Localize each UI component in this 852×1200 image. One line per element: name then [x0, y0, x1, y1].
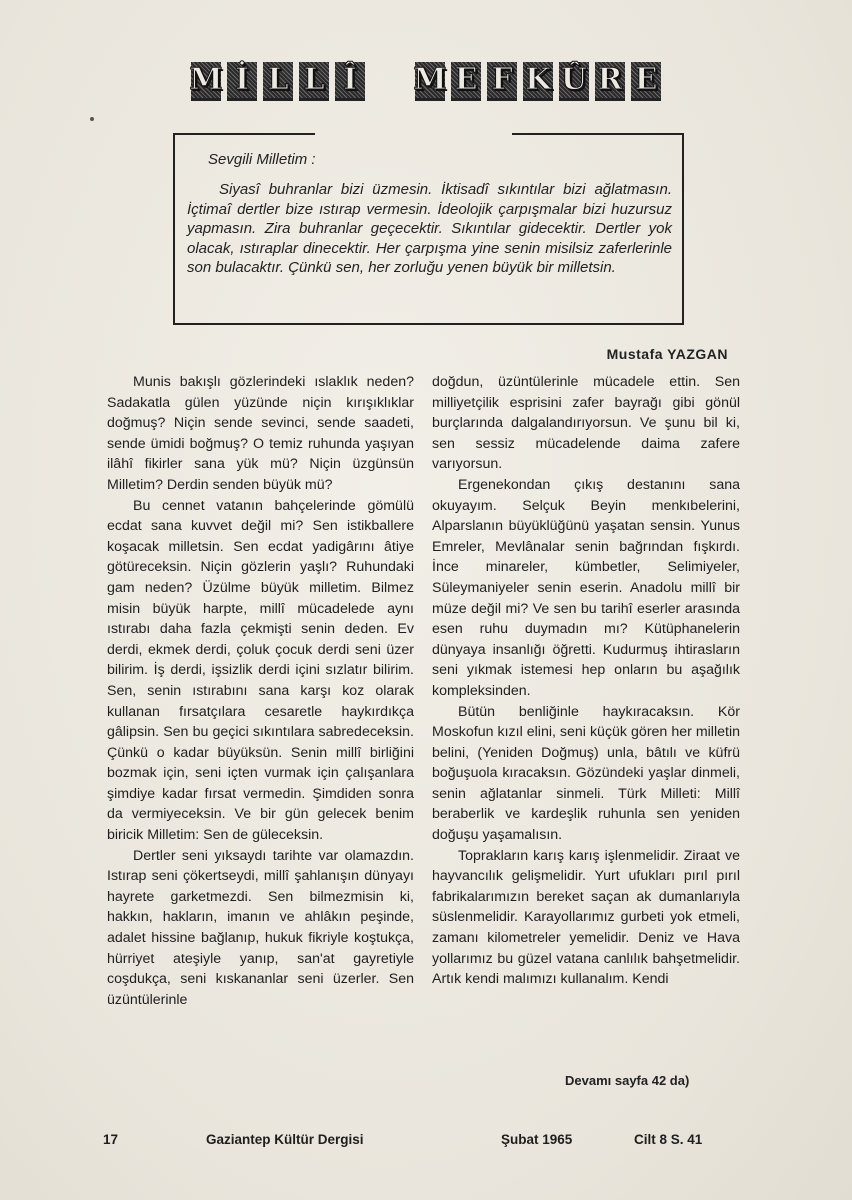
masthead-letter: L	[263, 62, 293, 101]
frame-rule-top-right	[512, 133, 682, 135]
masthead-letter: K	[523, 62, 553, 101]
continued-note: Devamı sayfa 42 da)	[565, 1073, 690, 1088]
article-column-right	[432, 372, 740, 990]
author-name: Mustafa YAZGAN	[606, 346, 728, 362]
masthead-title	[0, 62, 852, 101]
masthead-word-mefkure	[415, 62, 661, 101]
quote-body: Siyasî buhranlar bizi üzmesin. İktisadî sıkıntılar bizi ağlatmasın. İçtimaî dertler bize ıstırap vermesin. İdeolojik çarpışmalar bizi huzursuz yapmasın. Zira buhranlar geçecektir. Sıkıntılar gidecektir. Dertler yok olacak, ıstıraplar dinecektir. Her çarpışma yine senin misilsiz zaferlerinle son bulacaktır. Çünkü sen, her zorluğu yenen büyük bir milletsin.	[187, 181, 672, 276]
frame-rule-top-left	[175, 133, 315, 135]
masthead-letter: Î	[335, 62, 365, 101]
masthead-letter: E	[451, 62, 481, 101]
article-paragraph: Ergenekondan çıkış destanını sana okuyayım. Selçuk Beyin menkıbelerini, Alparslanın büyüklüğünü yaşatan sensin. Yunus Emreler, Mevlânalar senin bağrından fışkırdı. İnce minareler, kümbetler, Selimiyeler, Süleymaniyeler senin eserin. Anadolu millî bir müze değil mi? Ve sen bu tarihî eserler arasında esen ruhu duymadın mı? Kütüphanelerin dünyaya insanlığı öğretti. Kudurmuş ihtirasların seni yıkmak istemesi hep onların bu aşağılık kompleksinden.	[432, 476, 740, 699]
article-column-left	[107, 372, 414, 1010]
footer-volume: Cilt 8 S. 41	[634, 1132, 703, 1147]
masthead-word-milli	[191, 62, 365, 101]
article-paragraph: doğdun, üzüntülerinle mücadele ettin. Sen milliyetçilik esprisini zafer bayrağı gibi gönül burçlarında dalgalandırıyorsun. Ve şunu bil ki, sen sessiz mücadelende daima zafere varıyorsun.	[432, 374, 740, 473]
quote-heading: Sevgili Milletim :	[208, 151, 316, 168]
masthead-letter: Û	[559, 62, 589, 101]
article-paragraph: Bütün benliğinle haykıracaksın. Kör Moskofun kızıl elini, seni küçük gören her milletin belini, (Yeniden Doğmuş) unla, bâtılı ve küfrü boğuşuola kıracaksın. Gözündeki yaşlar dinmeli, senin ağlatanlar sinmeli. Türk Milleti: Millî beraberlik ve kardeşlik ruhunla sen yeniden doğuşu yaşamalısın.	[432, 703, 740, 844]
masthead-letter: İ	[227, 62, 257, 101]
footer-journal-title: Gaziantep Kültür Dergisi	[206, 1132, 364, 1147]
masthead-letter: R	[595, 62, 625, 101]
masthead-letter: E	[631, 62, 661, 101]
masthead-letter: M	[191, 62, 221, 101]
article-paragraph: Bu cennet vatanın bahçelerinde gömülü ecdat sana kuvvet değil mi? Sen istikballere koşacak milletsin. Sen ecdat yadigârını âtiye götüreceksin. Niçin gözlerin yaşlı? Ruhundaki gam neden? Üzülme büyük milletim. Bilmez misin büyük harpte, millî mücadelede aynı ıstırabı daha fazla çekmişti senin deden. Ev derdi, ekmek derdi, çoluk çocuk derdi seni üzer bilirim. İş derdi, işsizlik derdi içini sızlatır bilirim. Sen, senin ıstırabını sana karşı koz olarak kullanan fırsatçılara cesaretle haykırdıkça gâlipsin. Sen bu geçici sıkıntılara sabredeceksin. Çünkü o kadar büyüksün. Senin millî birliğini bozmak için, seni içten vurmak için çalışanlara şimdiye kadar fırsat vermedin. Şimdiden sonra da vermiyeceksin. Ve bir gün gelecek benim biricik Milletim: Sen de güleceksin.	[107, 497, 414, 844]
article-paragraph: Toprakların karış karış işlenmelidir. Ziraat ve hayvancılık gelişmelidir. Yurt ufukları pırıl pırıl fabrikalarımızın bereket saçan ak dumanlarıyla süslenmelidir. Karayollarımız gurbeti yok etmeli, zamanı kilometreler yemelidir. Deniz ve Hava yollarımız bu güzel vatana canlılık bahşetmelidir. Artık kendi malımızı kullanalım. Kendi	[432, 847, 740, 988]
masthead-letter: M	[415, 62, 445, 101]
frame-rule-bottom	[175, 323, 682, 325]
masthead-letter: F	[487, 62, 517, 101]
article-paragraph: Munis bakışlı gözlerindeki ıslaklık neden? Sadakatla gülen yüzünde niçin kırışıklıklar doğmuş? Niçin sende sevinci, sende saadeti, sende ümidi boğmuş? O temiz ruhunda yaşıyan ilâhî fikirler sana yük mü? Niçin üzgünsün Milletim? Derdin senden büyük mü?	[107, 374, 414, 493]
print-dot	[90, 117, 94, 121]
footer-page-number: 17	[103, 1132, 119, 1147]
article-paragraph: Dertler seni yıksaydı tarihte var olamazdın. Istırap seni çökertseydi, millî şahlanışın dünyayı hayrete garketmezdi. Sen bilmezmisin ki, hakkın, hakların, imanın ve ahlâkın peşinde, adalet hissine bağlanıp, hukuk fikriyle koştukça, hürriyet ateşiyle yanıp, san'at gayretiyle coşdukça, seni kıskananlar seni üzerler. Sen üzüntülerinle	[107, 847, 414, 1008]
quote-frame	[173, 133, 684, 325]
footer-date: Şubat 1965	[501, 1132, 573, 1147]
masthead-letter: L	[299, 62, 329, 101]
